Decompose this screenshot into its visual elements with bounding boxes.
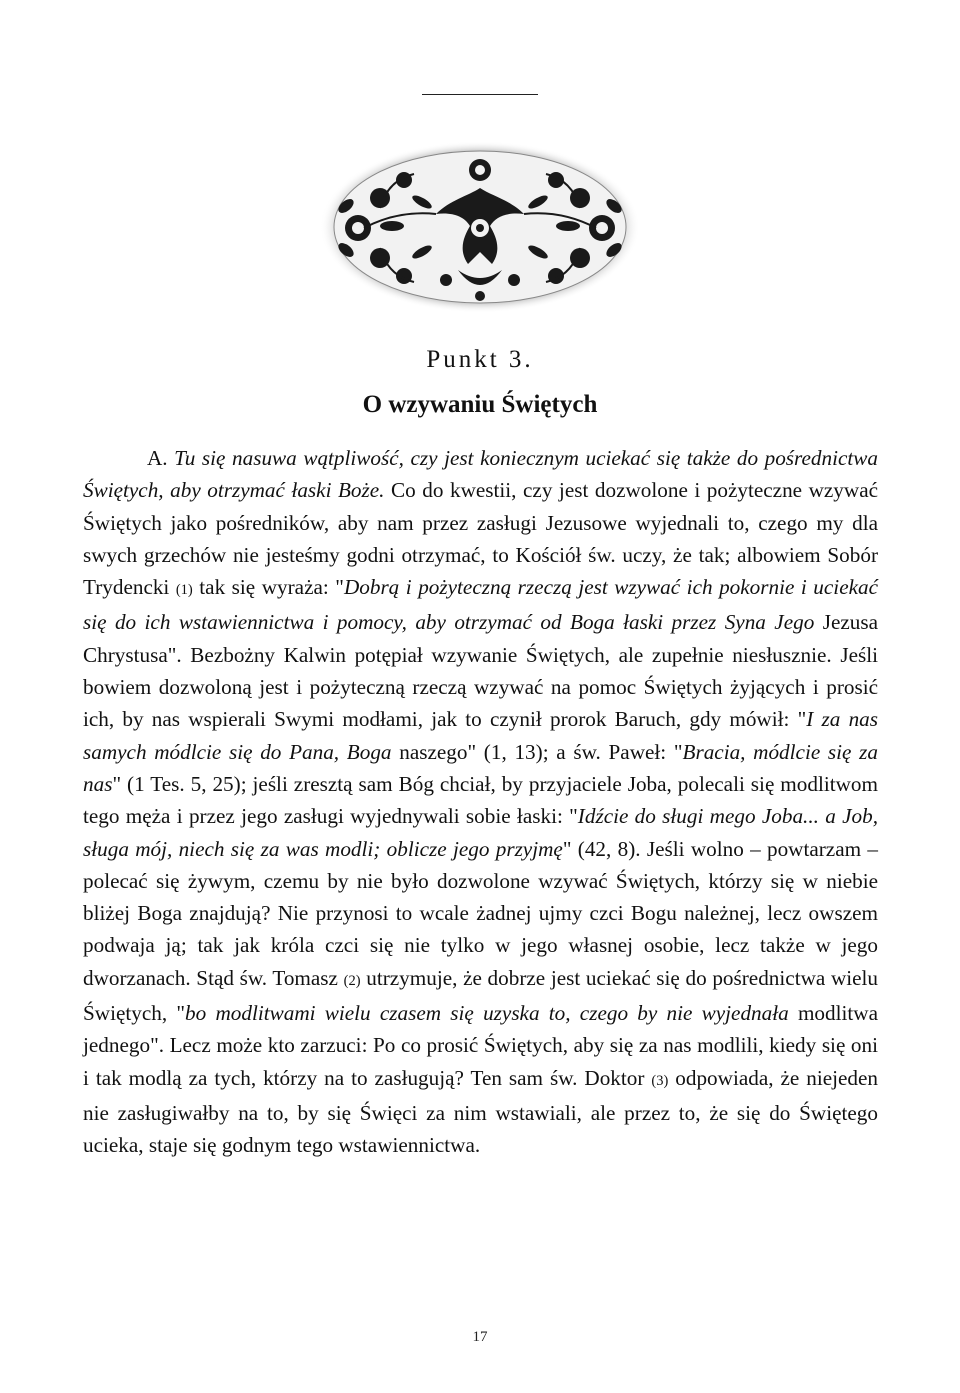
quote-job: Idźcie do sługi mego Joba... a Job, sługa mój, niech się za was modli; oblicze jego przyjmę <box>83 804 878 861</box>
quote-thomas: bo modlitwami wielu czasem się uzyska to, czego by nie wyjednała <box>185 1001 789 1026</box>
paragraph-marker: A. <box>147 446 168 470</box>
page-number: 17 <box>472 1329 488 1345</box>
folk-floral-ornament-icon <box>318 140 642 314</box>
body-text-7: utrzymuje, że dobrze jest uciekać się do pośrednictwa wielu Świętych, " <box>83 965 879 1026</box>
page-title: O wzywaniu Świętych <box>362 391 598 418</box>
body-paragraph <box>83 442 878 1162</box>
footnote-ref-1: (1) <box>175 582 193 599</box>
body-text-4: naszego" (1, 13); a św. Paweł: " <box>399 739 683 764</box>
body-text-3: Jezusa Chrystusa". Bezbożny Kalwin potępiał wzywanie Świętych, ale zupełnie niesłusznie. Jeśli bowiem dozwoloną jest i pożyteczną rzeczą wzywać na pomoc Świętych żyjących i prosić ich, by nas wspierali Swymi modłami, jak to czynił prorok Baruch, gdy mówił: " <box>83 610 879 732</box>
quote-baruch: I za nas samych módlcie się do Pana, Boga <box>83 707 878 764</box>
quote-council: Dobrą i pożyteczną rzeczą jest wzywać ich pokornie i uciekać się do ich wstawiennictwa i pomocy, aby otrzymać od Boga łaski przez Syna Jego <box>83 575 878 635</box>
section-label: Punkt 3. <box>426 346 534 373</box>
top-rule <box>422 94 538 95</box>
body-text-2: tak się wyraża: " <box>199 575 344 600</box>
body-text-9: odpowiada, że niejeden nie zasługiwałby na to, by się Święci za nim wstawiali, ale przez to, że się do Świętego ucieka, staje się godnym tego wstawiennictwa. <box>83 1065 879 1158</box>
body-text-5: " (1 Tes. 5, 25); jeśli zresztą sam Bóg chciał, by przyjaciele Joba, polecali się modlitwom tego męża i przez jego zasługi wyjednywali sobie łaski: " <box>83 771 878 829</box>
body-text-8: modlitwa jednego". Lecz może kto zarzuci: Po co prosić Świętych, aby się za nas modlili, kiedy się oni i tak modlą za tych, którzy na to zasługują? Ten sam św. Doktor <box>83 1001 878 1090</box>
quote-paul: Bracia, módlcie się za nas <box>83 739 878 796</box>
body-text-6: " (42, 8). Jeśli wolno – powtarzam – polecać się żywym, czemu by nie było dozwolone wzywać Świętych, którzy się w niebie bliżej Boga znajdują? Nie przynosi to wcale żadnej ujmy czci Bogu należnej, lecz owszem podwaja ją; tak jak króla czci się nie tylko w jego własnej osobie, lecz także w jego dworzanach. Stąd św. Tomasz <box>83 836 878 990</box>
footnote-ref-2: (2) <box>343 972 361 989</box>
question-text: Tu się nasuwa wątpliwość, czy jest koniecznym uciekać się także do pośrednictwa Świętych, aby otrzymać łaski Boże. <box>83 446 879 503</box>
body-text-1: Co do kwestii, czy jest dozwolone i pożyteczne wzywać Świętych jako pośredników, aby nam przez zasługi Jezusowe wyjednali to, czego my dla swych grzechów nie jesteśmy godni otrzymać, to Kościół św. uczy, że tak; albowiem Sobór Trydencki <box>83 478 879 600</box>
footnote-ref-3: (3) <box>651 1072 669 1089</box>
